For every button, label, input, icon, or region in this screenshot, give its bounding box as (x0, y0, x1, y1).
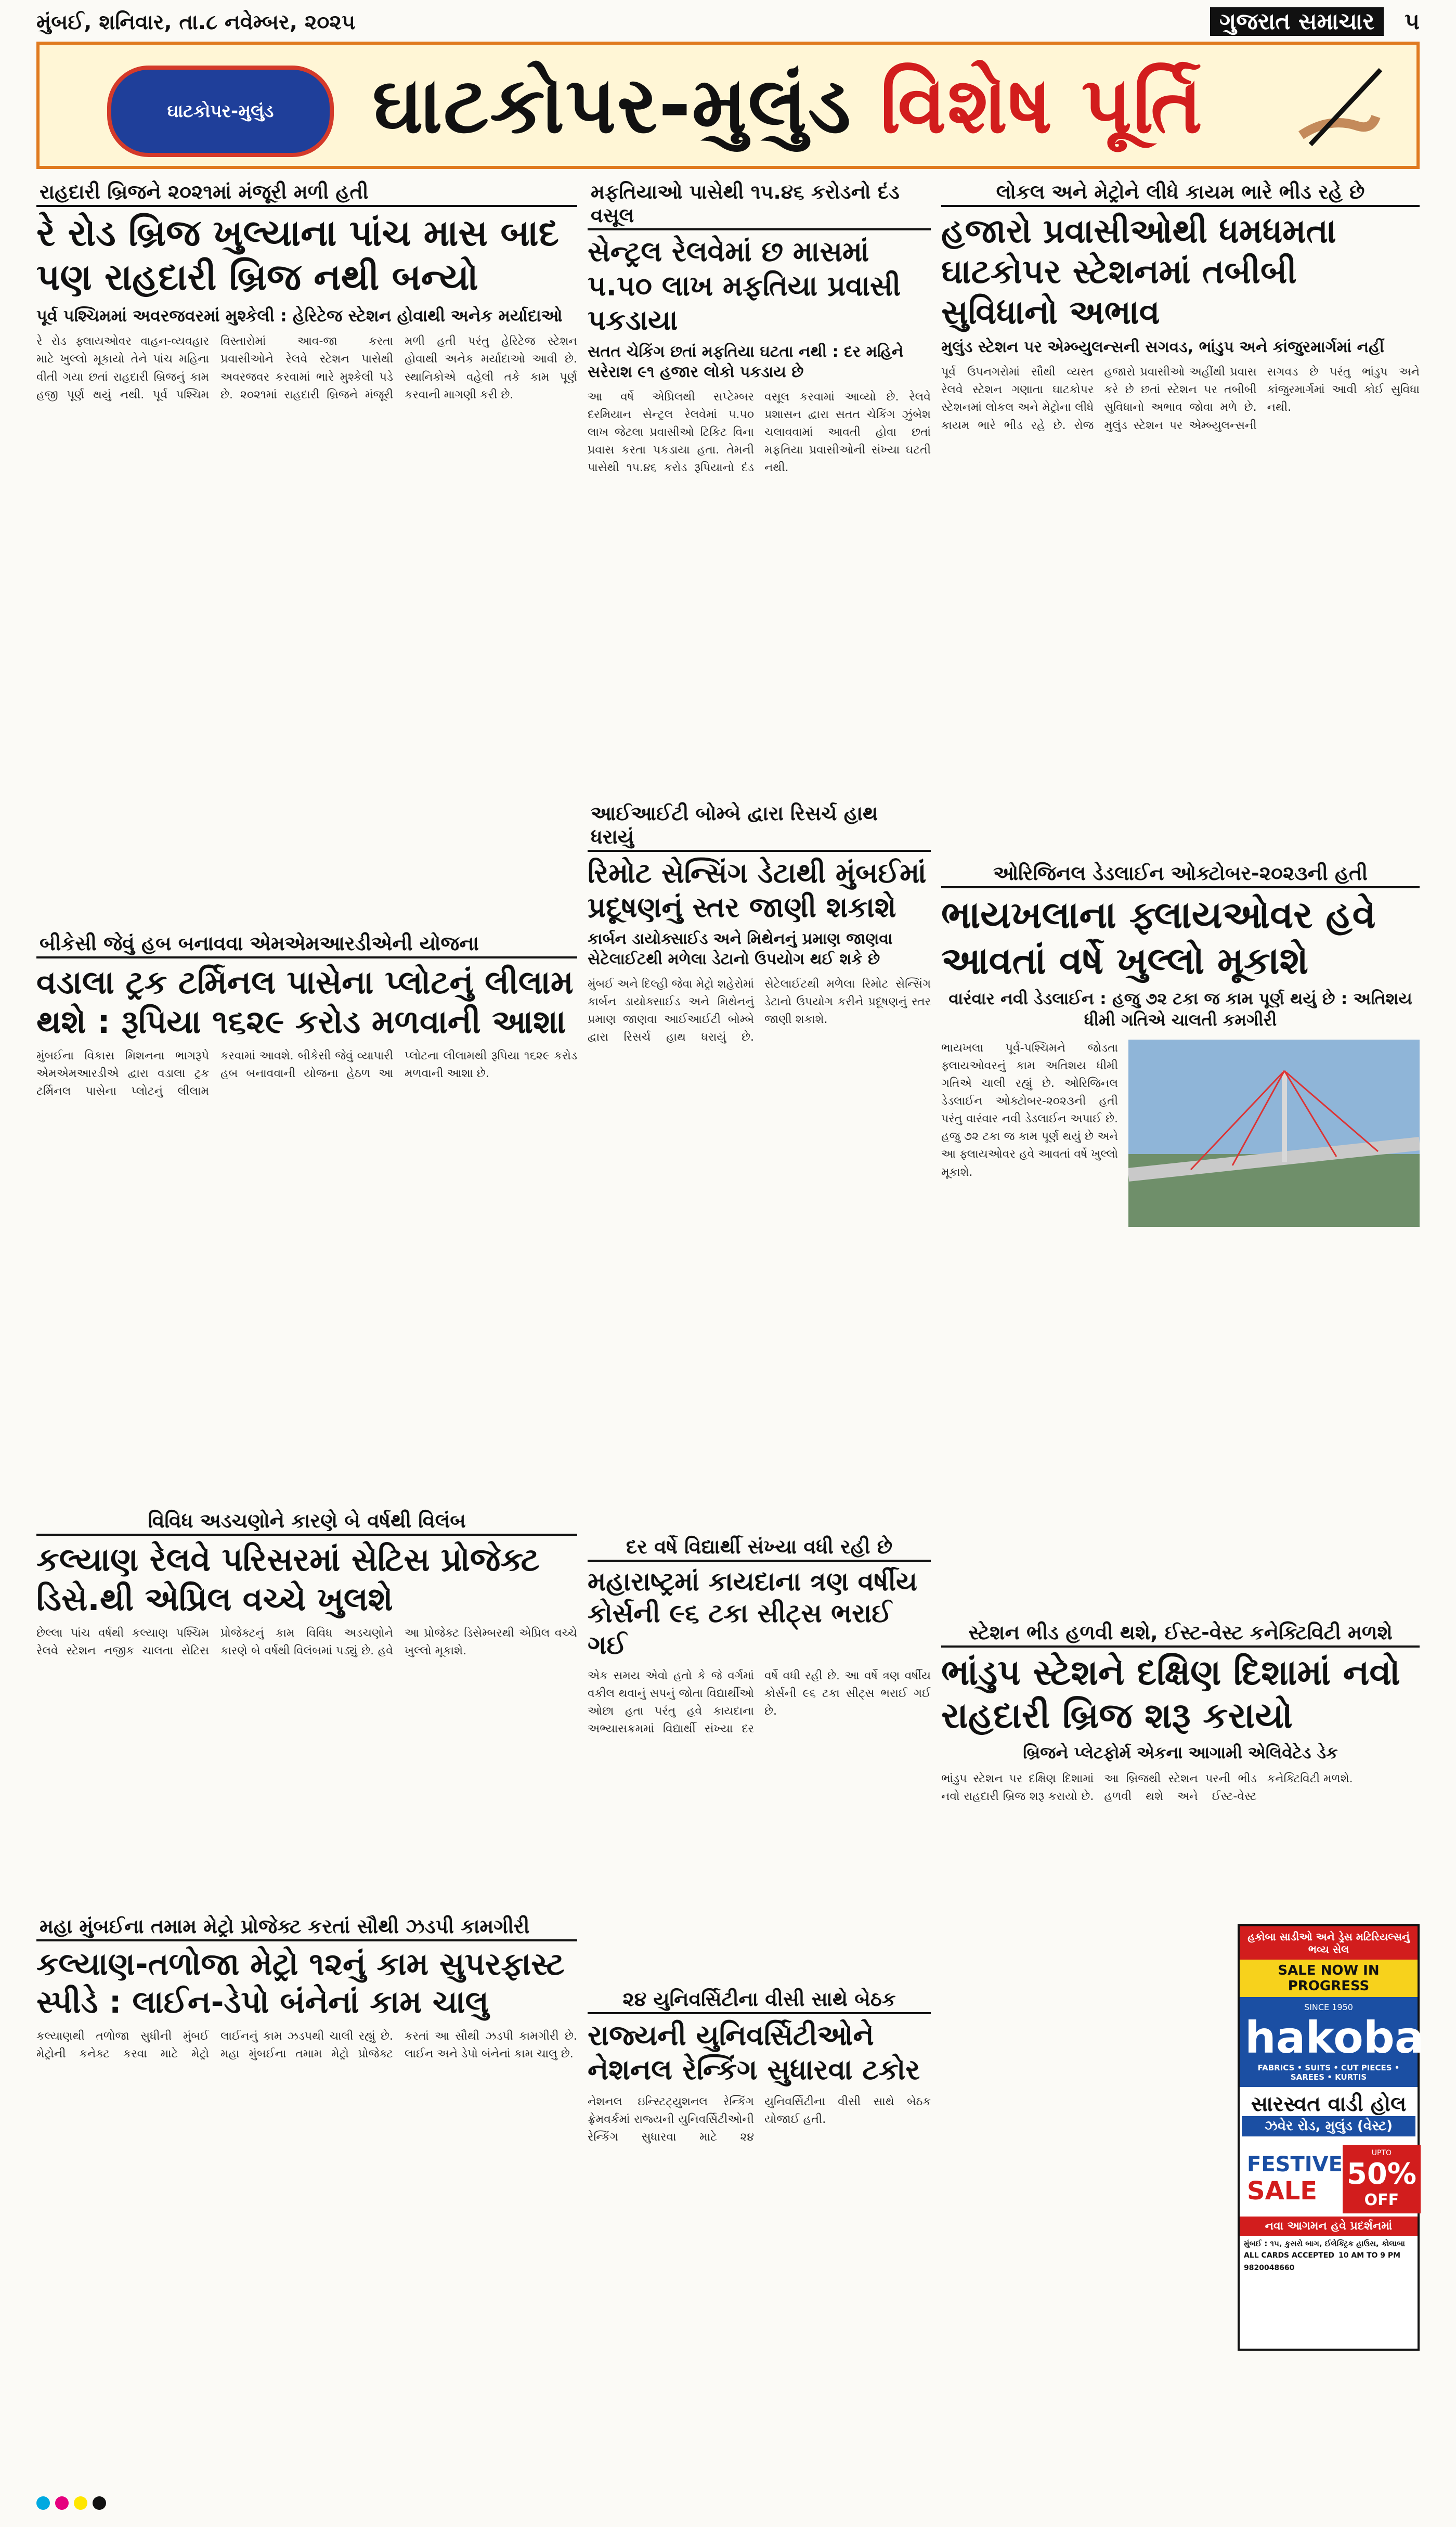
article-body: મુંબઈ અને દિલ્હી જેવા મેટ્રો શહેરોમાં કાર્બન ડાયોક્સાઈડ અને મિથેનનું પ્રમાણ જાણવા આઈઆઈટી બોમ્બે દ્વારા રિસર્ચ હાથ ધરાયું છે. સેટેલાઈટથી મળેલા રિમોટ સેન્સિંગ ડેટાનો ઉપયોગ કરીને પ્રદૂષણનું સ્તર જાણી શકાશે. (588, 977, 931, 1044)
article-iit-remote-sensing (588, 801, 931, 1392)
kicker: આઈઆઈટી બોમ્બે દ્વારા રિસર્ચ હાથ ધરાયું (588, 801, 931, 852)
ad-timing: 10 AM TO 9 PM (1338, 2251, 1401, 2260)
article-central-railway-fines (588, 179, 931, 753)
ad-venue-area: ઝવેર રોડ, મુલુંડ (વેસ્ટ) (1242, 2116, 1415, 2136)
cyan-dot-icon (36, 2496, 50, 2510)
subhead: વારંવાર નવી ડેડલાઈન : હજુ ૭૨ ટકા જ કામ પૂર્ણ થયું છે : અતિશય ધીમી ગતિએ ચાલતી કમગીરી (948, 988, 1412, 1030)
ad-headline: હકોબા સાડીઓ અને ડ્રેસ મટિરિયલ્સનું ભવ્ય સેલ (1240, 1926, 1418, 1960)
headline: ભાયખલાના ફ્લાયઓવર હવે આવતાં વર્ષે ખુલ્લો મૂકાશે (941, 893, 1376, 982)
article-body: ભાંડુપ સ્ટેશન પર દક્ષિણ દિશામાં નવો રાહદારી બ્રિજ શરૂ કરાયો છે. આ બ્રિજથી સ્ટેશન પરની ભીડ હળવી થશે અને ઈસ્ટ-વેસ્ટ કનેક્ટિવિટી મળશે. (941, 1772, 1353, 1803)
subhead: મુલુંડ સ્ટેશન પર એમ્બ્યુલન્સની સગવડ, ભાંડુપ અને કાંજુરમાર્ગમાં નહીં (941, 338, 1384, 357)
yellow-dot-icon (74, 2496, 87, 2510)
ad-festive: FESTIVE (1247, 2153, 1343, 2176)
headline: કલ્યાણ રેલવે પરિસરમાં સેટિસ પ્રોજેક્ટ ડિસે.થી એપ્રિલ વચ્ચે ખુલશે (36, 1540, 540, 1618)
banner-title-main: ઘાટકોપર-મુલુંડ (372, 60, 852, 151)
page-number: ૫ (1405, 8, 1420, 35)
kicker: લોકલ અને મેટ્રોને લીધે કાયમ ભારે ભીડ રહે છે (941, 179, 1420, 207)
kicker: સ્ટેશન ભીડ હળવી થશે, ઈસ્ટ-વેસ્ટ કનેક્ટિવિટી મળશે (941, 1620, 1420, 1648)
article-ray-road-bridge (36, 179, 577, 780)
kicker: વિવિધ અડચણોને કારણે બે વર્ષથી વિલંબ (36, 1508, 577, 1536)
kicker: મફતિયાઓ પાસેથી ૧૫.૪૬ કરોડનો દંડ વસૂલ (588, 179, 931, 230)
headline: મહારાષ્ટ્રમાં કાયદાના ત્રણ વર્ષીય કોર્સની ૯૬ ટકા સીટ્સ ભરાઈ ગઈ (588, 1566, 917, 1660)
ad-venue: સારસ્વત વાડી હોલ (1251, 2092, 1407, 2116)
headline: હજારો પ્રવાસીઓથી ધમધમતા ઘાટકોપર સ્ટેશનમાં તબીબી સુવિધાનો અભાવ (941, 212, 1336, 332)
paper-name: ગુજરાત સમાચાર (1210, 7, 1384, 36)
ad-brand-block (1240, 1997, 1424, 2087)
ad-contact (1240, 2251, 1418, 2272)
article-body: આ વર્ષે એપ્રિલથી સપ્ટેમ્બર દરમિયાન સેન્ટ્રલ રેલવેમાં ૫.૫૦ લાખ જેટલા પ્રવાસીઓ ટિકિટ વિના પ્રવાસ કરતા પકડાયા હતા. તેમની પાસેથી ૧૫.૪૬ કરોડ રૂપિયાનો દંડ વસૂલ કરવામાં આવ્યો છે. રેલવે પ્રશાસન દ્વારા સતત ચેકિંગ ઝુંબેશ ચલાવવામાં આવતી હોવા છતાં મફતિયા પ્રવાસીઓની સંખ્યા ઘટતી નથી. (588, 390, 931, 474)
kicker: દર વર્ષે વિદ્યાર્થી સંખ્યા વધી રહી છે (588, 1534, 931, 1562)
kicker: ઓરિજિનલ ડેડલાઈન ઓક્ટોબર-૨૦૨૩ની હતી (941, 861, 1420, 888)
ad-cards: ALL CARDS ACCEPTED (1244, 2251, 1334, 2260)
article-body: છેલ્લા પાંચ વર્ષથી કલ્યાણ પશ્ચિમ રેલવે સ્ટેશન નજીક ચાલતા સેટિસ પ્રોજેક્ટનું કામ વિવિધ અડચણોને કારણે બે વર્ષથી વિલંબમાં પડ્યું છે. હવે આ પ્રોજેક્ટ ડિસેમ્બરથી એપ્રિલ વચ્ચે ખુલ્લો મૂકાશે. (36, 1627, 577, 1658)
black-dot-icon (93, 2496, 106, 2510)
article-law-course-seats (588, 1534, 931, 1938)
article-university-ranking (588, 1987, 931, 2400)
ad-sale: SALE (1247, 2176, 1318, 2206)
ad-sale-now: SALE NOW IN PROGRESS (1240, 1960, 1418, 1997)
subhead: સતત ચેકિંગ છતાં મફતિયા ઘટતા નથી : દર મહિને સરેરાશ ૯૧ હજાર લોકો પકડાય છે (588, 342, 904, 381)
subhead: બ્રિજને પ્લેટફોર્મ એકના આગામી એલિવેટેડ ડેક (1023, 1742, 1338, 1763)
article-body: મુંબઈના વિકાસ મિશનના ભાગરૂપે એમએમઆરડીએ દ્વારા વડાલા ટ્રક ટર્મિનલ પાસેના પ્લોટનું લીલામ કરવામાં આવશે. બીકેસી જેવું વ્યાપારી હબ બનાવવાની યોજના હેઠળ આ પ્લોટના લીલામથી રૂપિયા ૧૬૨૯ કરોડ મળવાની આશા છે. (36, 1049, 577, 1098)
kicker: મહા મુંબઈના તમામ મેટ્રો પ્રોજેક્ટ કરતાં સૌથી ઝડપી કામગીરી (36, 1914, 577, 1941)
masthead-right (1210, 7, 1420, 36)
headline: વડાલા ટ્રક ટર્મિનલ પાસેના પ્લોટનું લીલામ થશે : રૂપિયા ૧૬૨૯ કરોડ મળવાની આશા (36, 963, 574, 1041)
article-body: નેશનલ ઇન્સ્ટિટ્યુશનલ રેન્કિંગ ફ્રેમવર્કમાં રાજ્યની યુનિવર્સિટીઓની રેન્કિંગ સુધારવા માટે ૨૪ યુનિવર્સિટીના વીસી સાથે બેઠક યોજાઈ હતી. (588, 2095, 931, 2144)
pen-hand-icon (1292, 60, 1385, 154)
hakoba-ad (1238, 1924, 1424, 2351)
ghatkopar-mulund-logo: ઘાટકોપર-મુલુંડ (107, 66, 334, 157)
article-byculla-flyover (941, 861, 1420, 1227)
subhead: પૂર્વ પશ્ચિમમાં અવરજવરમાં મુશ્કેલી : હેરિટેજ સ્ટેશન હોવાથી અનેક મર્યાદાઓ (36, 305, 563, 326)
ad-new-arrivals: નવા આગમન હવે પ્રદર્શનમાં (1240, 2217, 1418, 2236)
ad-since: SINCE 1950 (1304, 2002, 1353, 2012)
article-bhandup-bridge (941, 1620, 1420, 1911)
headline: સેન્ટ્રલ રેલવેમાં છ માસમાં ૫.૫૦ લાખ મફતિયા પ્રવાસી પકડાયા (588, 235, 901, 336)
ad-categories: FABRICS • SUITS • CUT PIECES • SAREES • KURTIS (1257, 2063, 1400, 2082)
ad-brand: hakoba (1245, 2012, 1424, 2063)
article-kalyan-satis (36, 1508, 577, 1895)
supplement-banner (36, 42, 1420, 169)
magenta-dot-icon (55, 2496, 69, 2510)
headline: ભાંડુપ સ્ટેશને દક્ષિણ દિશામાં નવો રાહદારી બ્રિજ શરૂ કરાયો (941, 1652, 1400, 1736)
article-wadala-plot (36, 931, 577, 1453)
dateline: મુંબઈ, શનિવાર, તા.૮ નવેમ્બર, ૨૦૨૫ (36, 10, 356, 34)
headline: રિમોટ સેન્સિંગ ડેટાથી મુંબઈમાં પ્રદૂષણનું સ્તર જાણી શકાશે (588, 857, 927, 924)
ad-upto: UPTO (1371, 2149, 1392, 2157)
banner-title-accent: વિશેષ પૂર્તિ (880, 60, 1204, 151)
headline: રે રોડ બ્રિજ ખુલ્યાના પાંચ માસ બાદ પણ રાહદારી બ્રિજ નથી બન્યો (36, 212, 559, 299)
banner-title (372, 60, 1203, 152)
subhead: કાર્બન ડાયોક્સાઈડ અને મિથેનનું પ્રમાણ જાણવા સેટેલાઈટથી મળેલા ડેટાનો ઉપયોગ થઈ શકે છે (588, 929, 893, 968)
ad-phone: 9820048660 (1244, 2264, 1295, 2272)
article-body: પૂર્વ ઉપનગરોમાં સૌથી વ્યસ્ત રેલવે સ્ટેશન ગણાતા ઘાટકોપર સ્ટેશનમાં લોકલ અને મેટ્રોના લીધે કાયમ ભારે ભીડ રહે છે. રોજ હજારો પ્રવાસીઓ અહીંથી પ્રવાસ કરે છે છતાં સ્ટેશન પર તબીબી સુવિધાનો અભાવ જોવા મળે છે. મુલુંડ સ્ટેશન પર એમ્બ્યુલન્સની સગવડ છે પરંતુ ભાંડુપ અને કાંજુરમાર્ગમાં આવી કોઈ સુવિધા નથી. (941, 366, 1420, 432)
flyover-photo (1128, 1040, 1420, 1227)
print-registration-marks (36, 2496, 106, 2510)
kicker: રાહદારી બ્રિજને ૨૦૨૧માં મંજૂરી મળી હતી (36, 179, 577, 207)
headline: કલ્યાણ-તળોજા મેટ્રો ૧૨નું કામ સુપરફાસ્ટ સ્પીડે : લાઈન-ડેપો બંનેનાં કામ ચાલુ (36, 1946, 565, 2021)
ad-off: OFF (1364, 2191, 1399, 2209)
ad-address: મુંબઈ : ૧૫, કુસરો બાગ, ઈલેક્ટ્રિક હાઉસ, કોલાબા (1244, 2239, 1405, 2248)
ad-discount: 50% (1346, 2157, 1416, 2191)
article-body: કલ્યાણથી તળોજા સુધીની મુંબઈ મેટ્રોની કનેક્ટ કરવા માટે મેટ્રો લાઈનનું કામ ઝડપથી ચાલી રહ્યું છે. મહા મુંબઈના તમામ મેટ્રો પ્રોજેક્ટ કરતાં આ સૌથી ઝડપી કામગીરી છે. લાઈન અને ડેપો બંનેનાં કામ ચાલુ છે. (36, 2030, 577, 2061)
article-body: રે રોડ ફ્લાયઓવર વાહન-વ્યવહાર માટે ખુલ્લો મૂકાયો તેને પાંચ મહિના વીતી ગયા છતાં રાહદારી બ્રિજનું કામ હજી પૂર્ણ થયું નથી. પૂર્વ પશ્ચિમ વિસ્તારોમાં આવ-જા કરતા પ્રવાસીઓને રેલવે સ્ટેશન પાસેથી અવરજવર કરવામાં ભારે મુશ્કેલી પડે છે. ૨૦૨૧માં રાહદારી બ્રિજને મંજૂરી મળી હતી પરંતુ હેરિટેજ સ્ટેશન હોવાથી અનેક મર્યાદાઓ આવી છે. સ્થાનિકોએ વહેલી તકે કામ પૂર્ણ કરવાની માગણી કરી છે. (36, 335, 577, 401)
article-kalyan-taloja-metro (36, 1914, 577, 2402)
article-ghatkopar-medical (941, 179, 1420, 728)
headline: રાજ્યની યુનિવર્સિટીઓને નેશનલ રેન્કિંગ સુધારવા ટકોર (588, 2019, 920, 2086)
kicker: બીકેસી જેવું હબ બનાવવા એમએમઆરડીએની યોજના (36, 931, 577, 958)
kicker: ૨૪ યુનિવર્સિટીના વીસી સાથે બેઠક (588, 1987, 931, 2014)
article-body: એક સમય એવો હતો કે જે વર્ગમાં વકીલ થવાનું સપનું જોતા વિદ્યાર્થીઓ ઓછા હતા પરંતુ હવે કાયદાના અભ્યાસક્રમમાં વિદ્યાર્થી સંખ્યા દર વર્ષે વધી રહી છે. આ વર્ષે ત્રણ વર્ષીય કોર્સની ૯૬ ટકા સીટ્સ ભરાઈ ગઈ છે. (588, 1669, 931, 1736)
article-body: ભાયખલા પૂર્વ-પશ્ચિમને જોડતા ફ્લાયઓવરનું કામ અતિશય ધીમી ગતિએ ચાલી રહ્યું છે. ઓરિજિનલ ડેડલાઈન ઓક્ટોબર-૨૦૨૩ની હતી પરંતુ વારંવાર નવી ડેડલાઈન અપાઈ છે. હજુ ૭૨ ટકા જ કામ પૂર્ણ થયું છે અને આ ફ્લાયઓવર હવે આવતાં વર્ષે ખુલ્લો મૂકાશે. (941, 1041, 1118, 1179)
